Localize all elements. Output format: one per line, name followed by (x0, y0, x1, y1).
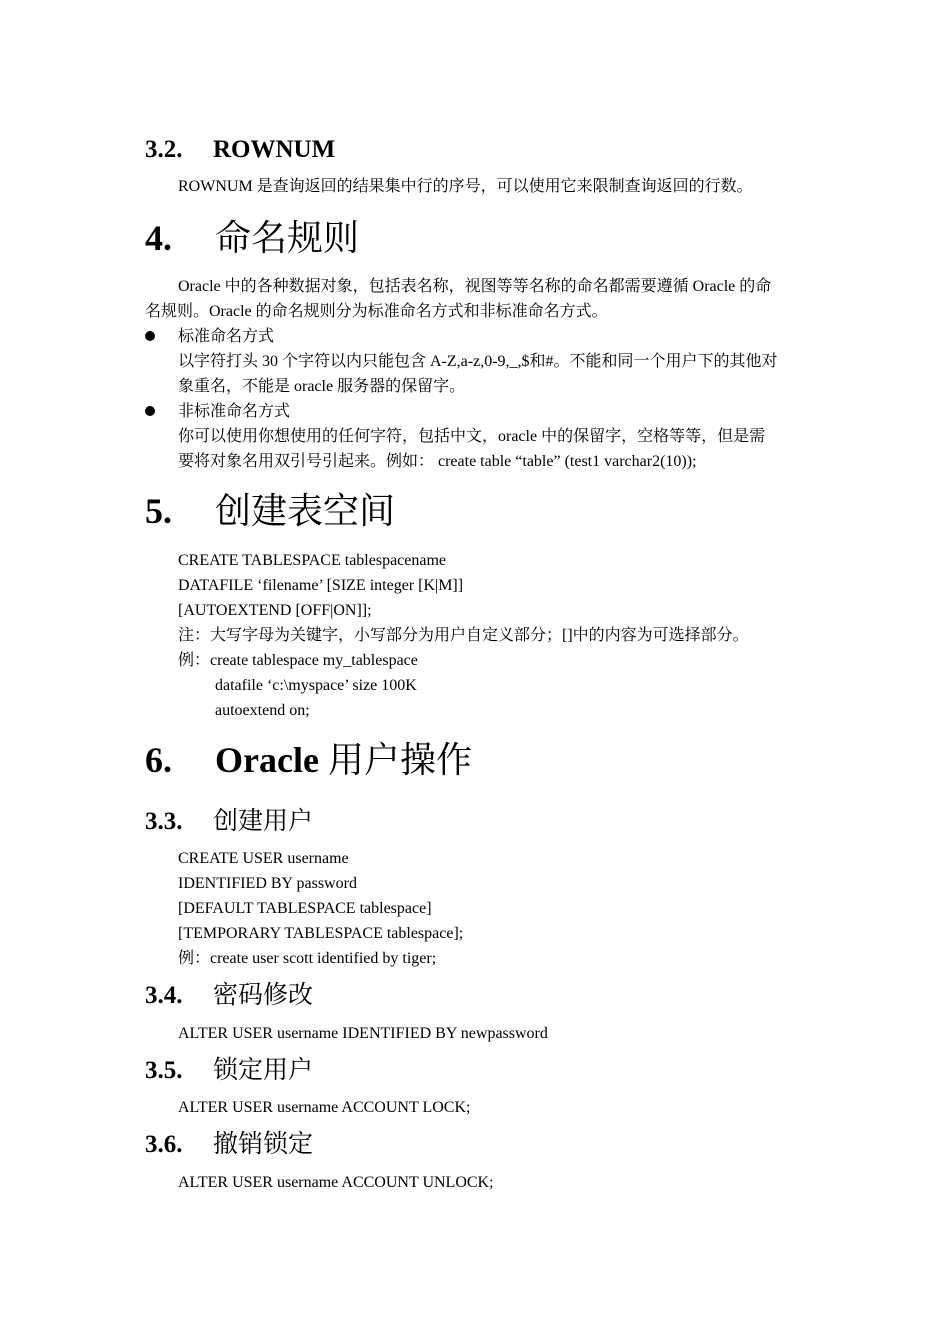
chapter-number: 5. (145, 491, 172, 531)
example-line: autoextend on; (215, 702, 310, 719)
chapter-title (215, 738, 472, 782)
code-line: CREATE TABLESPACE tablespacename (178, 552, 447, 569)
code-line: ALTER USER username ACCOUNT UNLOCK; (178, 1174, 494, 1191)
code-line: ALTER USER username IDENTIFIED BY newpassword (178, 1025, 548, 1042)
section-heading-lock (145, 1056, 545, 1086)
section-heading-unlock (145, 1130, 545, 1160)
bullet-text-standard-line-2: 象重名，不能是 oracle 服务器的保留字。 (178, 378, 466, 395)
code-line: ALTER USER username ACCOUNT LOCK; (178, 1099, 471, 1116)
example-line: 例：create user scott identified by tiger; (178, 950, 437, 967)
section-title: 锁定用户 (213, 1057, 314, 1084)
section-number: 3.4. (145, 982, 183, 1009)
example-line: datafile ‘c:\myspace’ size 100K (215, 677, 417, 694)
example-line: 例：create tablespace my_tablespace (178, 652, 418, 669)
section-heading-create-user (145, 807, 545, 837)
code-line: [DEFAULT TABLESPACE tablespace] (178, 900, 432, 917)
chapter-title-cjk: 用户操作 (318, 740, 472, 780)
rownum-description: ROWNUM 是查询返回的结果集中行的序号，可以使用它来限制查询返回的行数。 (178, 178, 753, 195)
section-number: 3.6. (145, 1131, 183, 1158)
section-title: ROWNUM (213, 136, 336, 163)
section-heading-password (145, 981, 545, 1011)
bullet-text-nonstandard-line-2: 要将对象名用双引号引起来。例如： create table “table” (test1 varchar2(10)); (178, 453, 697, 470)
bullet-icon (145, 331, 155, 341)
code-line: IDENTIFIED BY password (178, 875, 357, 892)
note-line: 注：大写字母为关键字，小写部分为用户自定义部分；[]中的内容为可选择部分。 (178, 627, 749, 644)
bullet-text-standard-line-1: 以字符打头 30 个字符以内只能包含 A-Z,a-z,0-9,_,$和#。不能和同一个用户下的其他对 (178, 353, 778, 370)
chapter-heading-user-ops (145, 738, 595, 782)
section-title: 撤销锁定 (213, 1131, 314, 1158)
naming-intro-line-2: 名规则。Oracle 的命名规则分为标准命名方式和非标准命名方式。 (145, 303, 608, 320)
code-line: [TEMPORARY TABLESPACE tablespace]; (178, 925, 464, 942)
section-title: 密码修改 (213, 982, 314, 1009)
chapter-number: 4. (145, 218, 172, 258)
chapter-title: 命名规则 (215, 218, 360, 258)
chapter-heading-tablespace (145, 489, 545, 533)
naming-intro-line-1: Oracle 中的各种数据对象，包括表名称，视图等等名称的命名都需要遵循 Oracle 的命 (178, 278, 772, 295)
code-line: DATAFILE ‘filename’ [SIZE integer [K|M]] (178, 577, 464, 594)
section-title: 创建用户 (213, 808, 314, 835)
code-line: CREATE USER username (178, 850, 349, 867)
section-number: 3.2. (145, 136, 183, 163)
code-line: [AUTOEXTEND [OFF|ON]]; (178, 602, 372, 619)
bullet-label-nonstandard: 非标准命名方式 (178, 403, 291, 420)
chapter-title: 创建表空间 (215, 491, 396, 531)
section-number: 3.3. (145, 808, 183, 835)
bullet-icon (145, 406, 155, 416)
chapter-heading-naming (145, 216, 545, 260)
chapter-title-latin: Oracle (215, 740, 319, 780)
chapter-number: 6. (145, 740, 172, 780)
bullet-label-standard: 标准命名方式 (178, 328, 275, 345)
bullet-text-nonstandard-line-1: 你可以使用你想使用的任何字符，包括中文，oracle 中的保留字，空格等等，但是需 (178, 428, 766, 445)
section-heading-rownum (145, 135, 545, 165)
section-number: 3.5. (145, 1057, 183, 1084)
